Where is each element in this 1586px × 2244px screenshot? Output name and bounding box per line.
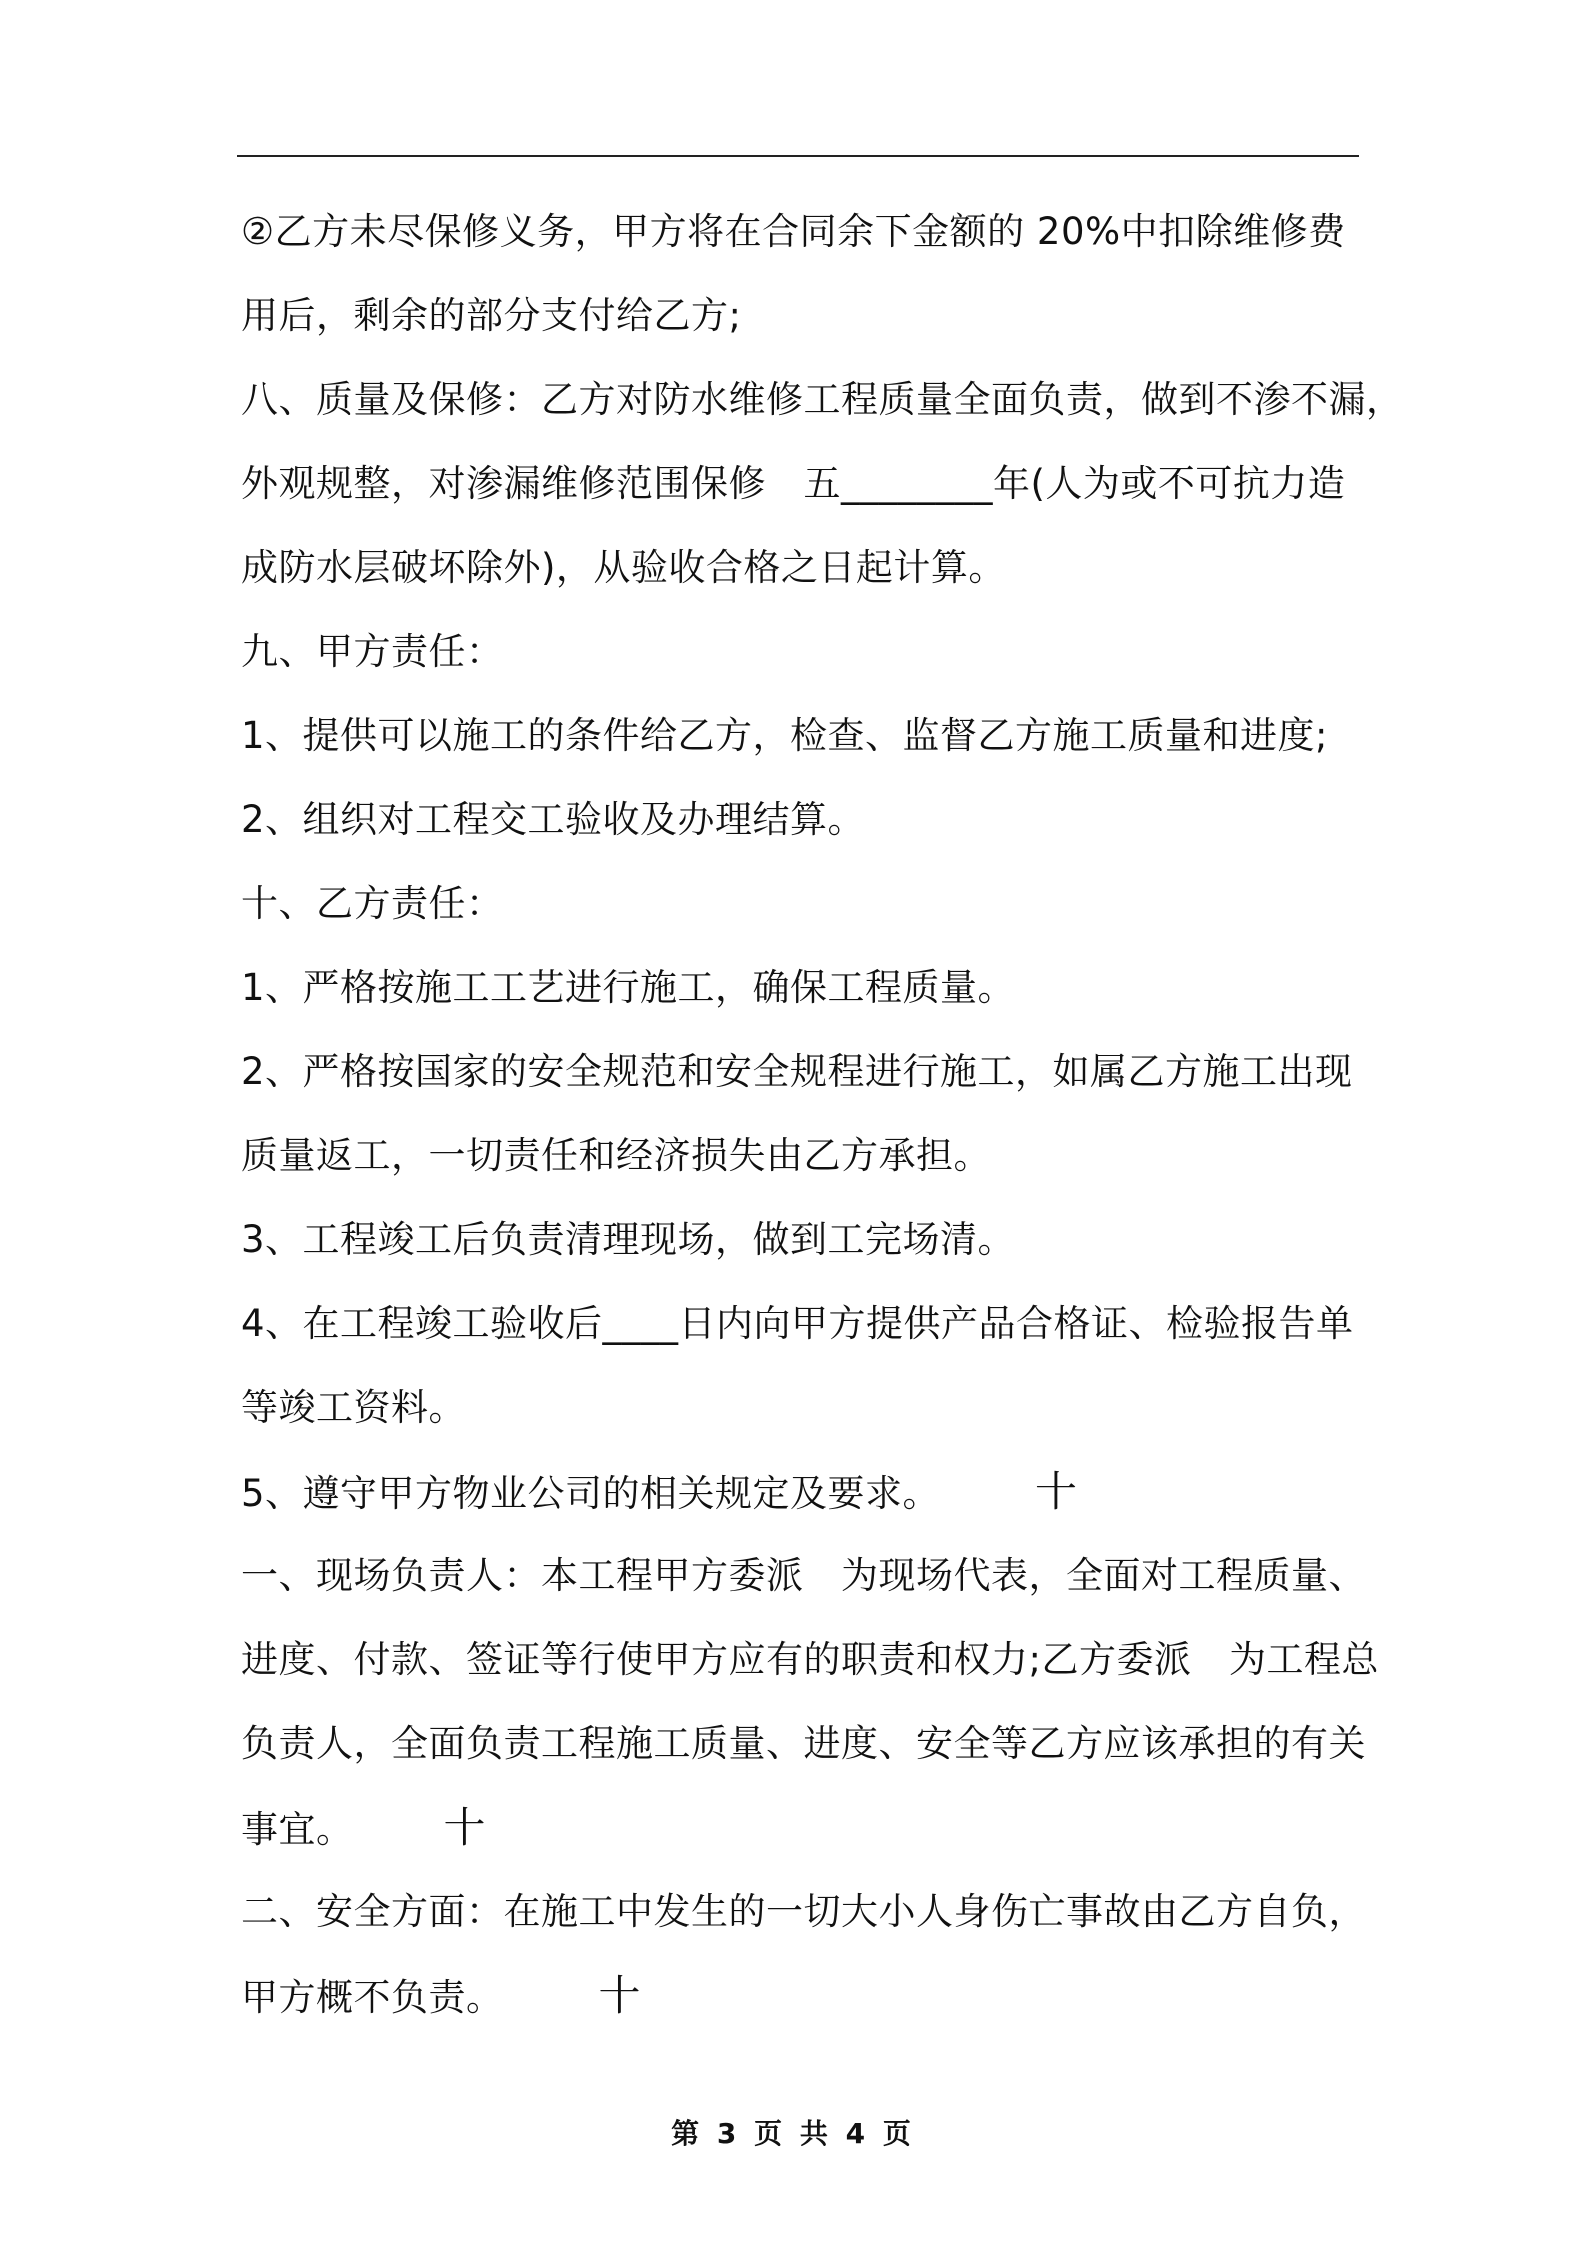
line-text: 事宜。 <box>241 1808 354 1851</box>
line-text: 十、乙方责任： <box>241 882 504 925</box>
text-line <box>241 1450 1361 1534</box>
line-text: 2、组织对工程交工验收及办理结算。 <box>241 798 866 841</box>
line-text: ②乙方未尽保修义务，甲方将在合同余下金额的 20%中扣除维修费 <box>241 210 1346 253</box>
line-text: 4、在工程竣工验收后____日内向甲方提供产品合格证、检验报告单 <box>241 1302 1354 1345</box>
text-line <box>241 1030 1361 1114</box>
line-text: 1、严格按施工工艺进行施工，确保工程质量。 <box>241 966 1016 1009</box>
plus-mark: 十 <box>1035 1467 1078 1516</box>
line-text: 一、现场负责人：本工程甲方委派 为现场代表，全面对工程质量、 <box>241 1554 1366 1597</box>
line-text: 九、甲方责任： <box>241 630 504 673</box>
text-line <box>241 1534 1366 1618</box>
text-line <box>241 526 1361 610</box>
line-text: 二、安全方面：在施工中发生的一切大小人身伤亡事故由乙方自负， <box>241 1890 1366 1933</box>
text-line <box>241 1366 1361 1450</box>
text-line <box>241 358 1404 442</box>
text-line <box>241 190 1361 274</box>
line-text: 质量返工，一切责任和经济损失由乙方承担。 <box>241 1134 991 1177</box>
document-body <box>241 190 1404 2038</box>
line-text: 1、提供可以施工的条件给乙方，检查、监督乙方施工质量和进度; <box>241 714 1329 757</box>
line-text: 5、遵守甲方物业公司的相关规定及要求。 <box>241 1472 941 1515</box>
text-line <box>241 778 1361 862</box>
page-number: 第 3 页 共 4 页 <box>671 2117 915 2150</box>
text-line <box>241 1702 1366 1786</box>
plus-mark: 十 <box>598 1971 642 2020</box>
line-text: 用后，剩余的部分支付给乙方; <box>241 294 742 337</box>
text-line <box>241 1198 1361 1282</box>
text-line <box>241 1618 1379 1702</box>
text-line <box>241 946 1361 1030</box>
text-line <box>241 442 1361 526</box>
text-line <box>241 1282 1361 1366</box>
line-text: 成防水层破坏除外)，从验收合格之日起计算。 <box>241 546 1006 589</box>
text-line <box>241 694 1361 778</box>
line-text: 进度、付款、签证等行使甲方应有的职责和权力;乙方委派 为工程总 <box>241 1638 1379 1681</box>
line-text: 外观规整，对渗漏维修范围保修 五________年(人为或不可抗力造 <box>241 462 1346 505</box>
section-heading <box>241 610 1361 694</box>
text-line <box>241 1870 1366 1954</box>
line-text: 负责人，全面负责工程施工质量、进度、安全等乙方应该承担的有关 <box>241 1722 1366 1765</box>
text-line <box>241 1114 1361 1198</box>
section-heading <box>241 862 1361 946</box>
text-line <box>241 274 1361 358</box>
line-text: 2、严格按国家的安全规范和安全规程进行施工，如属乙方施工出现 <box>241 1050 1353 1093</box>
page-footer <box>0 2112 1586 2152</box>
text-line <box>241 1786 1361 1870</box>
line-text: 3、工程竣工后负责清理现场，做到工完场清。 <box>241 1218 1016 1261</box>
line-text: 甲方概不负责。 <box>241 1976 504 2019</box>
header-divider <box>237 155 1359 157</box>
text-line <box>241 1954 1361 2038</box>
line-text: 八、质量及保修：乙方对防水维修工程质量全面负责，做到不渗不漏， <box>241 378 1404 421</box>
plus-mark: 十 <box>443 1803 487 1852</box>
line-text: 等竣工资料。 <box>241 1386 466 1429</box>
